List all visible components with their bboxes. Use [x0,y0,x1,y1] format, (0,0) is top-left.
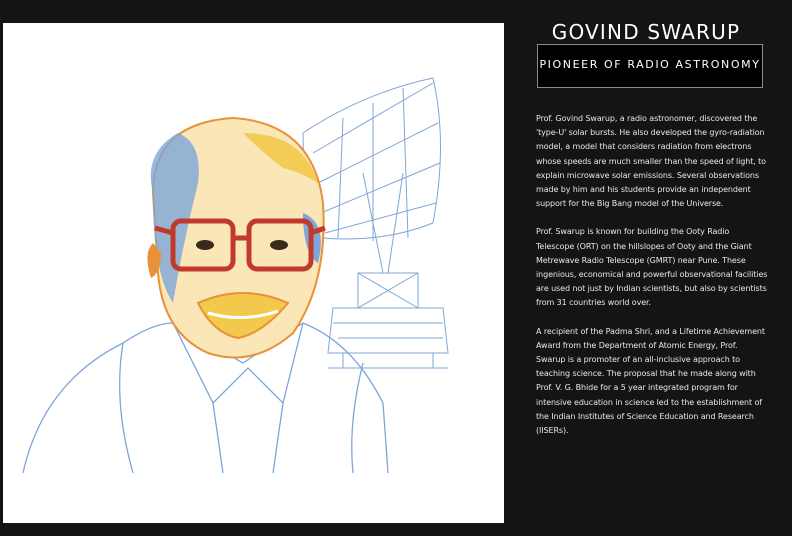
subtitle-box [537,44,763,88]
radio-telescope-illustration [303,78,448,368]
bio-paragraph: Prof. Swarup is known for building the Ooty Radio Telescope (ORT) on the hillslopes of Ooty and the Giant Metrewave Radio Telescope (GMRT) near Pune. These ingenious, economical and powerful observational facilities are used not just by Indian scientists, but also by scientists from 31 countries world over. [536,227,768,308]
bio-paragraph: A recipient of the Padma Shri, and a Lifetime Achievement Award from the Department of Atomic Energy, Prof. Swarup is a promoter of an all-inclusive approach to teaching science. The proposal that he made along with Prof. V. G. Bhide for a 5 year integrated program for intensive education in science led to the establishment of the Indian Institutes of Science Education and Research (IISERs). [536,326,765,436]
portrait-illustration [3,23,504,523]
subtitle-text: PIONEER OF RADIO ASTRONOMY [539,58,761,71]
bio-paragraph: Prof. Govind Swarup, a radio astronomer, discovered the 'type-U' solar bursts. He also developed the gyro-radiation model, a model that considers radiation from electrons whose speeds are much smaller than the speed of light, to explain microwave solar emissions. Several observations made by him and his students provide an independent support for the Big Bang model of the Universe. [536,114,766,209]
portrait-panel [3,23,504,523]
page-title: GOVIND SWARUP [551,20,741,44]
biography [536,112,768,452]
profile-panel [518,0,774,536]
